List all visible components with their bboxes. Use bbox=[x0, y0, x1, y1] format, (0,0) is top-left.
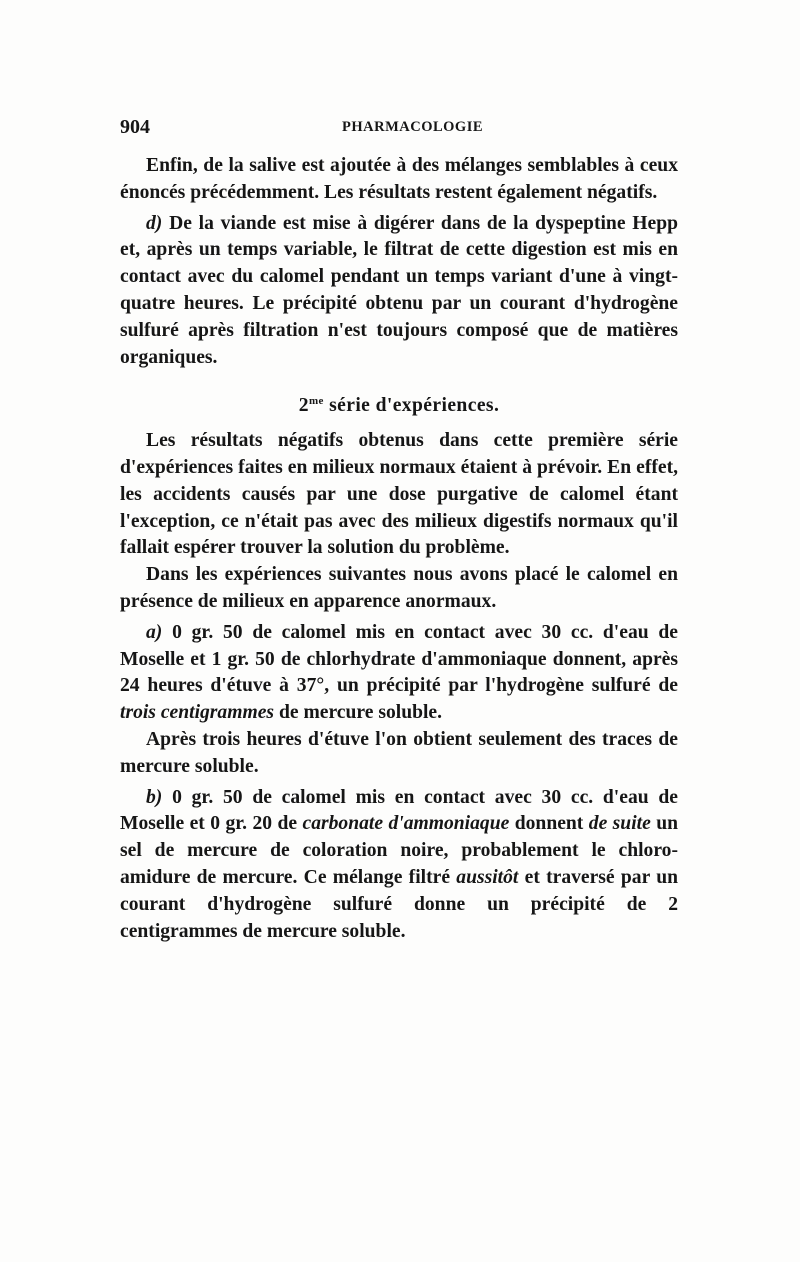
emphasis: trois centigrammes bbox=[120, 702, 275, 724]
page-number: 904 bbox=[120, 116, 150, 138]
page-header bbox=[120, 116, 680, 140]
paragraph-text: De la viande est mise à digérer dans de la dyspeptine Hepp et, après un temps variable, le filtrat de cette digestion est mis en contact avec du calomel pendant un temps variant d'une à vingt-quatre heures. Le précipité obtenu par un courant d'hydrogène sulfuré après filtration n'est toujours composé que de matières organiques. bbox=[120, 212, 678, 368]
paragraph bbox=[120, 153, 678, 207]
body-text bbox=[120, 153, 678, 945]
paragraph: b) 0 gr. 50 de calomel mis en contact avec 30 cc. d'eau de Moselle et 0 gr. 20 de carbonate d'ammoniaque donnent de suite un sel de mercure de coloration noire, probablement le chloro-amidure de mercure. Ce mélange filtré aussitôt et traversé par un courant d'hydrogène sulfuré donne un précipité de 2 centigrammes de mercure soluble. bbox=[120, 786, 679, 942]
emphasis: de suite bbox=[588, 813, 651, 835]
section-heading: $2^{me}$ série d'expériences. bbox=[298, 395, 500, 417]
paragraph-text: Après trois heures d'étuve l'on obtient seulement des traces de mercure soluble. bbox=[120, 728, 678, 777]
paragraph bbox=[120, 428, 678, 562]
paragraph-text: Dans les expériences suivantes nous avons placé le calomel en présence de milieux en apparence anormaux. bbox=[120, 564, 678, 612]
paragraph bbox=[120, 211, 678, 372]
paragraph bbox=[120, 727, 678, 781]
emphasis: carbonate d'ammoniaque bbox=[302, 813, 510, 835]
running-title: PHARMACOLOGIE bbox=[342, 119, 484, 135]
paragraph: a) 0 gr. 50 de calomel mis en contact avec 30 cc. d'eau de Moselle et 1 gr. 50 de chlorhydrate d'ammoniaque donnent, après 24 heures d'étuve à 37°, un précipité par l'hydrogène sulfuré de trois centigrammes de mercure soluble. bbox=[120, 621, 678, 724]
list-marker: b) bbox=[146, 786, 163, 808]
list-marker: a) bbox=[146, 621, 163, 643]
list-marker: d) bbox=[146, 212, 163, 234]
emphasis: aussitôt bbox=[456, 866, 519, 888]
paragraph-text: Enfin, de la salive est ajoutée à des mélanges semblables à ceux énoncés précédemment. Les résultats restent également négatifs. bbox=[120, 155, 678, 203]
paragraph-text: Les résultats négatifs obtenus dans cette première série d'expériences faites en milieux normaux étaient à prévoir. En effet, les accidents causés par une dose purgative de calomel étant l'exception, ce n'était pas avec des milieux digestifs normaux qu'il fallait espérer trouver la solution du problème. bbox=[120, 430, 678, 559]
paragraph bbox=[120, 562, 678, 616]
